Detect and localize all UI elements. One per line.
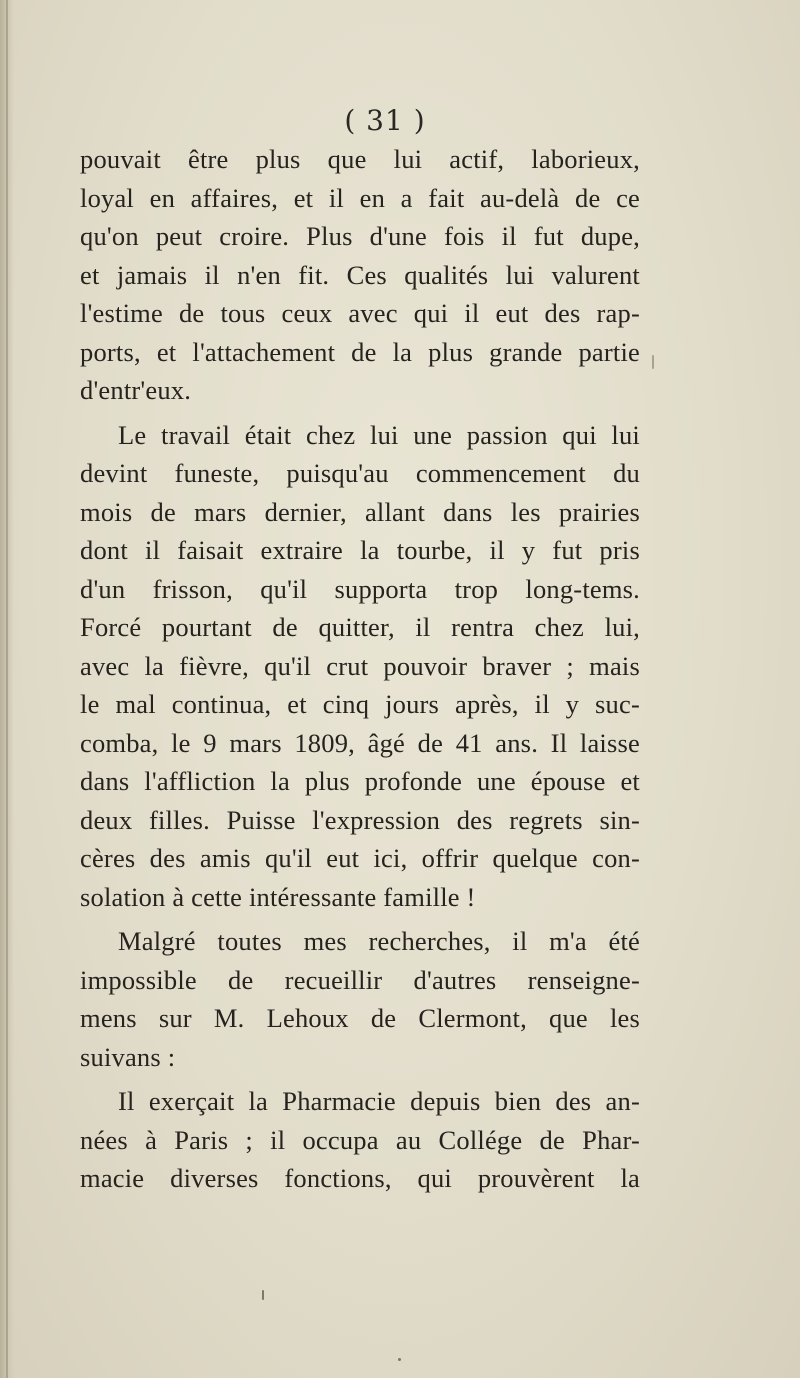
text-line: d'entr'eux. (80, 375, 192, 405)
page-number: ( 31 ) (344, 104, 426, 137)
body-text (80, 140, 640, 1198)
text-line: avec la fièvre, qu'il crut pouvoir braver ; mais (80, 650, 640, 681)
text-line: loyal en affaires, et il en a fait au-delà de ce (80, 182, 640, 213)
text-line: nées à Paris ; il occupa au Collége de Phar- (80, 1124, 640, 1155)
paper-speck (262, 1290, 264, 1300)
text-line: cères des amis qu'il eut ici, offrir quelque con- (80, 843, 640, 873)
text-line: le mal continua, et cinq jours après, il y suc- (80, 689, 640, 719)
text-line: deux filles. Puisse l'expression des regrets sin- (80, 804, 640, 835)
text-line: dans l'affliction la plus profonde une épouse et (80, 766, 640, 796)
text-line: pouvait être plus que lui actif, laborieux, (80, 144, 640, 174)
text-line: suivans : (80, 1041, 176, 1072)
paragraph-1 (80, 140, 640, 410)
text-line: mois de mars dernier, allant dans les prairies (80, 496, 640, 527)
paragraph-2 (80, 416, 640, 917)
text-line: Il exerçait la Pharmacie depuis bien des an- (118, 1086, 640, 1116)
text-line: d'un frisson, qu'il supporta trop long-tems. (80, 573, 640, 604)
text-line: dont il faisait extraire la tourbe, il y fut pris (80, 535, 640, 565)
text-line: comba, le 9 mars 1809, âgé de 41 ans. Il laisse (80, 727, 640, 758)
paper-speck (398, 1358, 401, 1361)
text-line: macie diverses fonctions, qui prouvèrent la (80, 1163, 640, 1193)
text-line: qu'on peut croire. Plus d'une fois il fut dupe, (80, 221, 640, 251)
text-line: solation à cette intéressante famille ! (80, 881, 476, 912)
text-line: Malgré toutes mes recherches, il m'a été (118, 926, 640, 956)
text-line: ports, et l'attachement de la plus grande partie (80, 336, 640, 367)
paragraph-4 (80, 1082, 640, 1198)
text-line: l'estime de tous ceux avec qui il eut des rap- (80, 298, 640, 328)
text-line: impossible de recueillir d'autres renseigne- (80, 964, 640, 995)
text-line: mens sur M. Lehoux de Clermont, que les (80, 1003, 640, 1033)
binding-line (6, 0, 8, 1378)
paper-speck (652, 355, 654, 369)
text-line: devint funeste, puisqu'au commencement du (80, 458, 640, 488)
paragraph-3 (80, 922, 640, 1076)
text-line: Forcé pourtant de quitter, il rentra chez lui, (80, 612, 640, 642)
text-line: Le travail était chez lui une passion qui lui (118, 419, 640, 450)
text-line: et jamais il n'en fit. Ces qualités lui valurent (80, 259, 640, 290)
